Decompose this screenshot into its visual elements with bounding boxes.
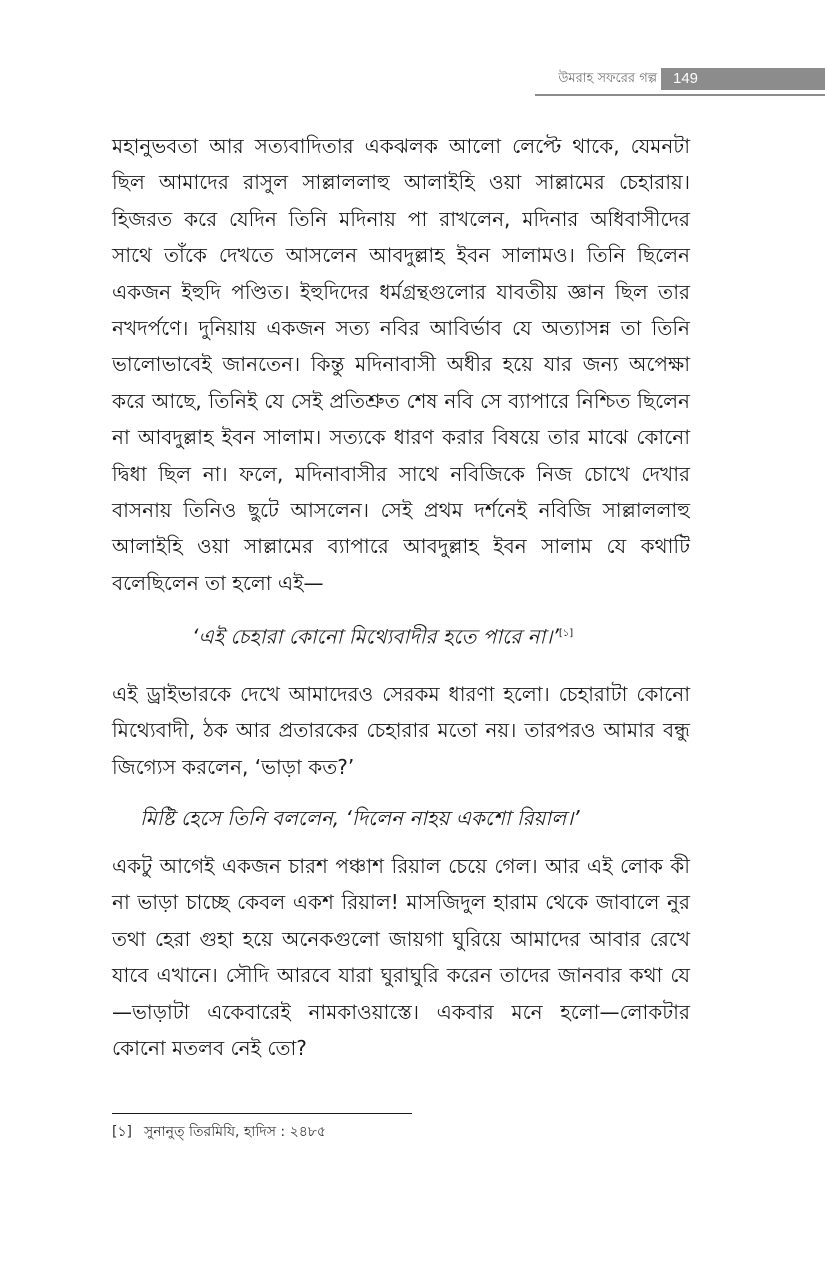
paragraph-2: এই ড্রাইভারকে দেখে আমাদেরও সেরকম ধারণা হলো। চেহারাটা কোনো মিথ্যেবাদী, ঠক আর প্রতারকের চেহারার মতো নয়। তারপরও আমার বন্ধু জিগ্যেস করলেন, ‘ভাড়া কত?’ xyxy=(112,682,690,779)
footnote-mark: [১] xyxy=(112,1124,133,1140)
header-rule xyxy=(535,94,825,96)
block-quote-2: মিষ্টি হেসে তিনি বললেন, ‘দিলেন নাহয় একশো রিয়াল।’ xyxy=(140,806,580,830)
book-title: উমরাহ সফরের গল্প xyxy=(558,71,657,86)
footnote-text: সুনানুত্ তিরমিযি, হাদিস : ২৪৮৫ xyxy=(144,1124,326,1140)
paragraph-1: মহানুভবতা আর সত্যবাদিতার একঝলক আলো লেপ্টে থাকে, যেমনটা ছিল আমাদের রাসুল সাল্লাললাহু আলাইহি ওয়া সাল্লামের চেহারায়। হিজরত করে যেদিন তিনি মদিনায় পা রাখলেন, মদিনার অধিবাসীদের সাথে তাঁকে দেখতে আসলেন আবদুল্লাহ ইবন সালামও। তিনি ছিলেন একজন ইহুদি পণ্ডিত। ইহুদিদের ধর্মগ্রন্থগুলোর যাবতীয় জ্ঞান ছিল তার নখদর্পণে। দুনিয়ায় একজন সত্য নবির আবির্ভাব যে অত্যাসন্ন তা তিনি ভালোভাবেই জানতেন। কিন্তু মদিনাবাসী অধীর হয়ে যার জন্য অপেক্ষা করে আছে, তিনিই যে সেই প্রতিশ্রুত শেষ নবি সে ব্যাপারে নিশ্চিত ছিলেন না আবদুল্লাহ ইবন সালাম। সত্যকে ধারণ করার বিষয়ে তার মাঝে কোনো দ্বিধা ছিল না। ফলে, মদিনাবাসীর সাথে নবিজিকে নিজ চোখে দেখার বাসনায় তিনিও ছুটে আসলেন। সেই প্রথম দর্শনেই নবিজি সাল্লাললাহু আলাইহি ওয়া সাল্লামের ব্যাপারে আবদুল্লাহ ইবন সালাম যে কথাটি বলেছিলেন তা হলো এই— xyxy=(112,134,690,595)
paragraph-3: একটু আগেই একজন চারশ পঞ্চাশ রিয়াল চেয়ে গেল। আর এই লোক কী না ভাড়া চাচ্ছে কেবল একশ রিয়াল! মাসজিদুল হারাম থেকে জাবালে নুর তথা হেরা গুহা হয়ে অনেকগুলো জায়গা ঘুরিয়ে আমাদের আবার রেখে যাবে এখানে। সৌদি আরবে যারা ঘুরাঘুরি করেন তাদের জানবার কথা যে—ভাড়াটা একেবারেই নামকাওয়াস্তে। একবার মনে হলো—লোকটার কোনো মতলব নেই তো? xyxy=(112,854,690,1061)
quote-text: ‘এই চেহারা কোনো মিথ্যেবাদীর হতে পারে না।’ xyxy=(192,624,559,649)
footnote-rule xyxy=(112,1113,412,1114)
footnote-reference[interactable]: [১] xyxy=(558,628,574,639)
page-number: 149 xyxy=(661,68,825,90)
footnote xyxy=(112,1121,690,1143)
block-quote-1 xyxy=(192,616,672,655)
running-head xyxy=(535,68,825,94)
